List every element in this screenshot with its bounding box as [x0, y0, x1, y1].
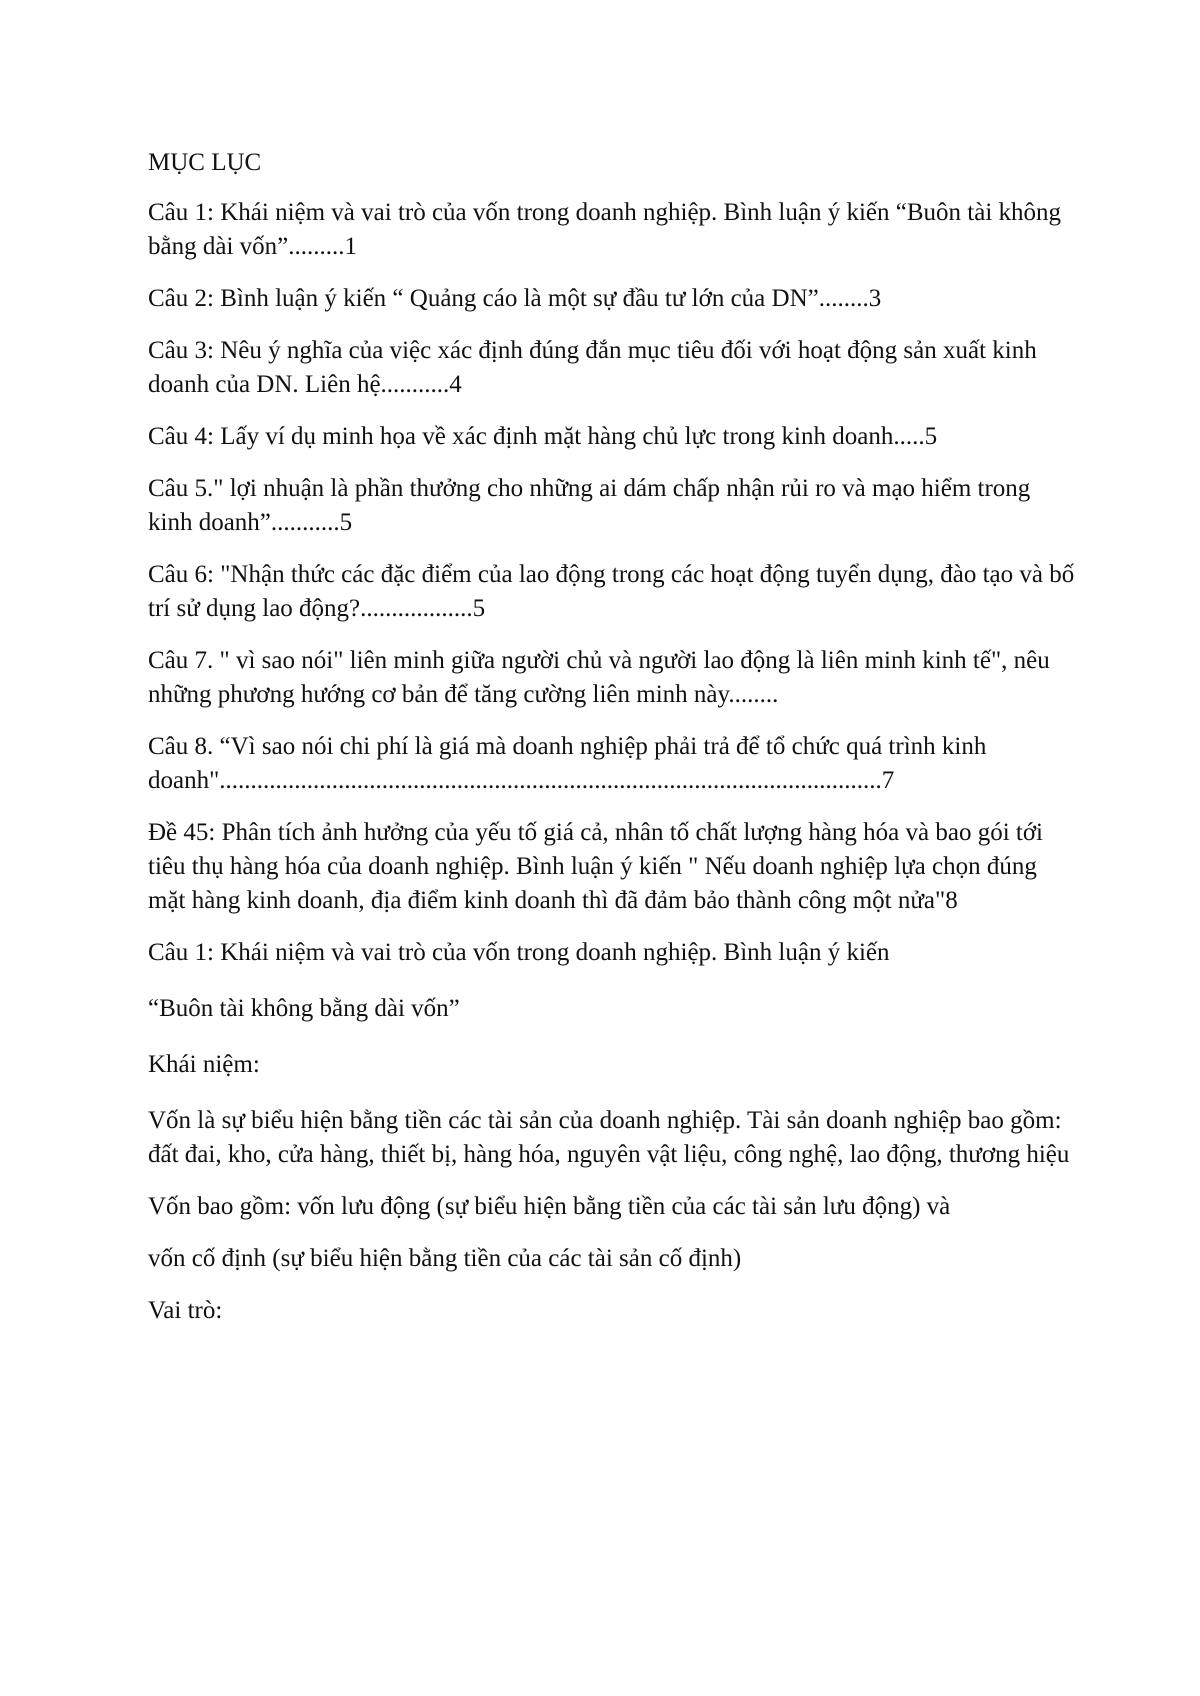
toc-item-9: Đề 45: Phân tích ảnh hưởng của yếu tố giá cả, nhân tố chất lượng hàng hóa và bao gói tới tiêu thụ hàng hóa của doanh nghiệp. Bình luận ý kiến " Nếu doanh nghiệp lựa chọn đúng mặt hàng kinh doanh, địa điểm kinh doanh thì đã đảm bảo thành công một nửa"8	[148, 819, 1044, 914]
concept-paragraph: Vốn là sự biểu hiện bằng tiền các tài sản của doanh nghiệp. Tài sản doanh nghiệp bao gồm: đất đai, kho, cửa hàng, thiết bị, hàng hóa, nguyên vật liệu, công nghệ, lao động, thương hiệu	[148, 1107, 1070, 1168]
toc-item-6: Câu 6: "Nhận thức các đặc điểm của lao động trong các hoạt động tuyển dụng, đào tạo và bố trí sử dụng lao động?..................5	[148, 561, 1075, 622]
toc-item-3: Câu 3: Nêu ý nghĩa của việc xác định đúng đắn mục tiêu đối với hoạt động sản xuất kinh doanh của DN. Liên hệ...........4	[148, 337, 1037, 398]
toc-item-4: Câu 4: Lấy ví dụ minh họa về xác định mặt hàng chủ lực trong kinh doanh.....5	[148, 423, 938, 450]
document-content	[148, 146, 1078, 1346]
role-label: Vai trò:	[148, 1297, 223, 1324]
toc-item-5: Câu 5." lợi nhuận là phần thưởng cho những ai dám chấp nhận rủi ro và mạo hiểm trong kinh doanh”...........5	[148, 475, 1031, 536]
concept-label: Khái niệm:	[148, 1051, 260, 1078]
toc-title: MỤC LỤC	[148, 149, 262, 176]
composition-line-1: Vốn bao gồm: vốn lưu động (sự biểu hiện bằng tiền của các tài sản lưu động) và	[148, 1193, 951, 1220]
question-title: Câu 1: Khái niệm và vai trò của vốn trong doanh nghiệp. Bình luận ý kiến	[148, 939, 890, 966]
composition-line-2: vốn cố định (sự biểu hiện bằng tiền của các tài sản cố định)	[148, 1245, 742, 1272]
toc-item-2: Câu 2: Bình luận ý kiến “ Quảng cáo là một sự đầu tư lớn của DN”........3	[148, 285, 882, 312]
toc-item-7: Câu 7. " vì sao nói" liên minh giữa người chủ và người lao động là liên minh kinh tế", nêu những phương hướng cơ bản để tăng cường liên minh này........	[148, 647, 1050, 708]
toc-item-8: Câu 8. “Vì sao nói chi phí là giá mà doanh nghiệp phải trả để tổ chức quá trình kinh doanh"..........................................................................................................7	[148, 733, 987, 794]
question-quote: “Buôn tài không bằng dài vốn”	[148, 995, 460, 1022]
toc-item-1: Câu 1: Khái niệm và vai trò của vốn trong doanh nghiệp. Bình luận ý kiến “Buôn tài không bằng dài vốn”.........1	[148, 199, 1062, 260]
composition-paragraph	[148, 1190, 1078, 1276]
